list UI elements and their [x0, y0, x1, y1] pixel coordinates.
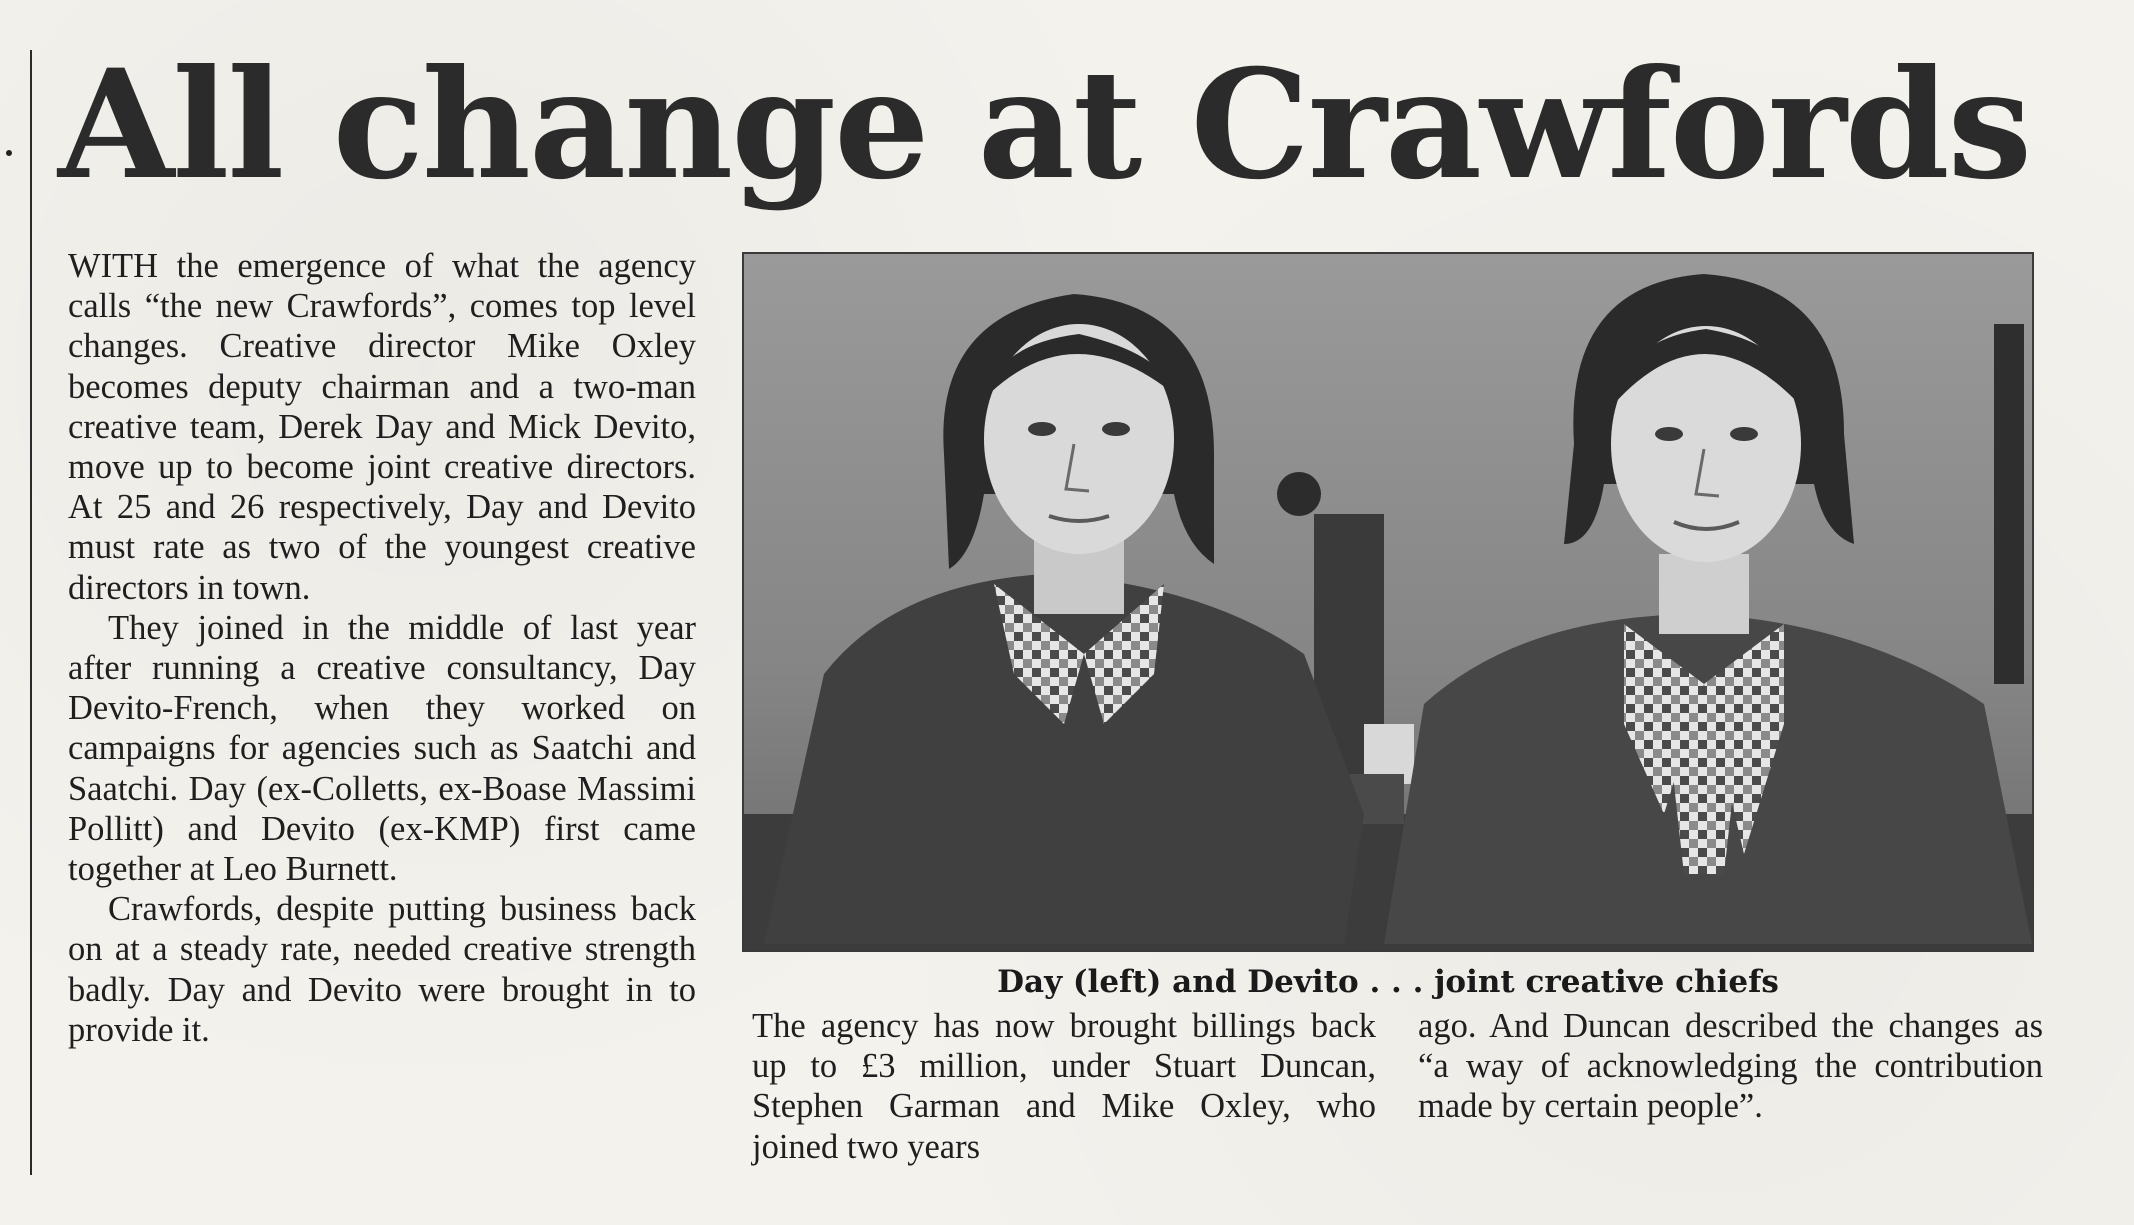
column-rule — [30, 50, 32, 1175]
article-column-left — [68, 246, 696, 1050]
headline: All change at Crawfords — [58, 37, 2031, 213]
margin-mark — [6, 150, 12, 156]
paragraph-intro: WITH the emergence of what the agency calls “the new Crawfords”, comes top level changes. Creative director Mike Oxley becomes deputy chairman and a two-man creative team, Derek Day and Mick Devito, move up to become joint creative directors. At 25 and 26 respectively, Day and Devito must rate as two of the youngest creative directors in town. — [68, 247, 696, 607]
paragraph-strength: Crawfords, despite putting business back on at a steady rate, needed creative strength badly. Day and Devito were brought in to provide it. — [68, 890, 696, 1049]
paragraph-acknowledging: ago. And Duncan described the changes as “a way of acknowledging the contribution made by certain people”. — [1418, 1007, 2043, 1126]
article-column-right — [1418, 1006, 2043, 1127]
article-column-middle — [752, 1006, 1376, 1167]
paragraph-billings: The agency has now brought billings back up to £3 million, under Stuart Duncan, Stephen Garman and Mike Oxley, who joined two years — [752, 1007, 1376, 1166]
photo-day-and-devito — [742, 252, 2034, 952]
paragraph-background: They joined in the middle of last year after running a creative consultancy, Day Devito-French, when they worked on campaigns for agencies such as Saatchi and Saatchi. Day (ex-Colletts, ex-Boase Massimi Pollitt) and Devito (ex-KMP) first came together at Leo Burnett. — [68, 608, 696, 889]
photo-caption: Day (left) and Devito . . . joint creative chiefs — [997, 964, 1779, 1000]
